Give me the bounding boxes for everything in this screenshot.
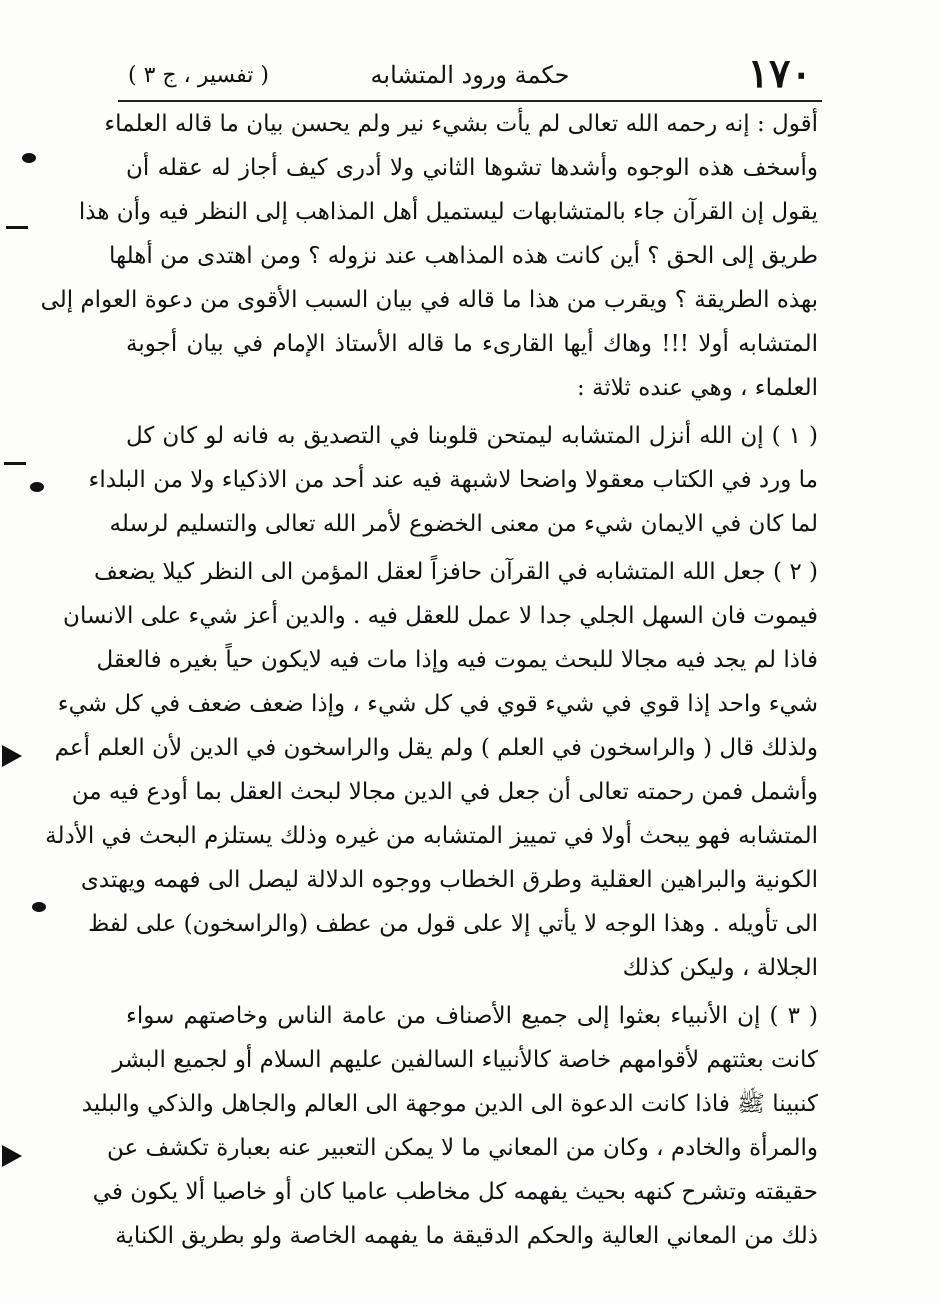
page-header [120,52,820,100]
paragraph [81,994,818,1258]
text-line: كانت بعثتهم لأقوامهم خاصة كالأنبياء السالفين عليهم السلام أو لجميع البشر [112,1047,818,1073]
text-line: لما كان في الايمان شيء من معنى الخضوع لأمر الله تعالى والتسليم لرسله [109,511,818,537]
paragraph [88,414,818,546]
text-line: الكونية والبراهين العقلية وطرق الخطاب ووجوه الدلالة ليصل الى فهمه ويهتدى [80,867,818,893]
text-line: أقول : إنه رحمه الله تعالى لم يأت بشيء نير ولم يحسن بيان ما قاله العلماء [104,111,818,137]
text-line: شيء واحد إذا قوي في شيء قوي في كل شيء ، وإذا ضعف ضعف في كل شيء [57,691,818,717]
text-line: المتشابه فهو يبحث أولا في تمييز المتشابه من غيره وذلك يستلزم البحث في الأدلة [45,823,818,849]
text-line: ( ٣ ) إن الأنبياء بعثوا إلى جميع الأصناف من عامة الناس وخاصتهم سواء [126,1003,818,1029]
text-line: الجلالة ، وليكن كذلك [622,955,818,981]
text-line: وأشمل فمن رحمته تعالى أن جعل في الدين مجالا لبحث العقل بما أودع فيه من [71,779,818,805]
running-title: حكمة ورود المتشابه [370,61,570,89]
margin-smudge [30,482,44,492]
margin-smudge [6,226,28,229]
text-line: المتشابه أولا !!! وهاك أيها القارىء ما قاله الأستاذ الإمام في بيان أجوبة [126,331,818,357]
margin-arrow-mark [2,745,22,767]
text-line: ( ١ ) إن الله أنزل المتشابه ليمتحن قلوبنا في التصديق به فانه لو كان كل [126,423,818,449]
text-line: ولذلك قال ( والراسخون في العلم ) ولم يقل والراسخون في الدين لأن العلم أعم [54,735,818,761]
text-line: حقيقته وتشرح كنهه بحيث يفهمه كل مخاطب عاميا كان أو خاصيا ألا يكون في [92,1179,818,1205]
text-line: فيموت فان السهل الجلي جدا لا عمل للعقل فيه . والدين أعز شيء على الانسان [63,603,818,629]
running-reference: ( تفسير ، ج ٣ ) [128,63,269,88]
margin-smudge [22,153,36,163]
text-line: ( ٢ ) جعل الله المتشابه في القرآن حافزاً لعقل المؤمن الى النظر كيلا يضعف [93,559,818,585]
margin-smudge [32,902,46,912]
text-line: ما ورد في الكتاب معقولا واضحا لاشبهة فيه عند أحد من الاذكياء ولا من البلداء [88,467,818,493]
text-line: بهذه الطريقة ؟ ويقرب من هذا ما قاله في بيان السبب الأقوى من دعوة العوام إلى [40,287,818,313]
margin-smudge [4,462,26,465]
paragraph [45,550,818,990]
text-line: طريق إلى الحق ؟ أين كانت هذه المذاهب عند نزوله ؟ ومن اهتدى من أهلها [108,243,818,269]
text-line: والمرأة والخادم ، وكان من المعاني ما لا يمكن التعبير عنه بعبارة تكشف عن [106,1135,818,1161]
text-line: وأسخف هذه الوجوه وأشدها تشوها الثاني ولا أدرى كيف أجاز له عقله أن [126,155,818,181]
text-line: كنبينا ﷺ فاذا كانت الدعوة الى الدين موجهة الى العالم والجاهل والذكي والبليد [81,1091,818,1117]
body-text [40,102,818,1258]
text-line: يقول إن القرآن جاء بالمتشابهات ليستميل أهل المذاهب إلى النظر فيه وأن هذا [78,199,818,225]
text-line: ذلك من المعاني العالية والحكم الدقيقة ما يفهمه الخاصة ولو بطريق الكناية [115,1223,818,1249]
paragraph [40,102,818,410]
text-line: الى تأويله . وهذا الوجه لا يأتي إلا على قول من عطف (والراسخون) على لفظ [88,911,818,937]
margin-arrow-mark [2,1145,22,1167]
text-line: العلماء ، وهي عنده ثلاثة : [576,375,818,401]
text-line: فاذا لم يجد فيه مجالا للبحث يموت فيه وإذا مات فيه لايكون حياً بغيره فالعقل [96,647,818,673]
page-number: ١٧٠ [747,50,812,97]
